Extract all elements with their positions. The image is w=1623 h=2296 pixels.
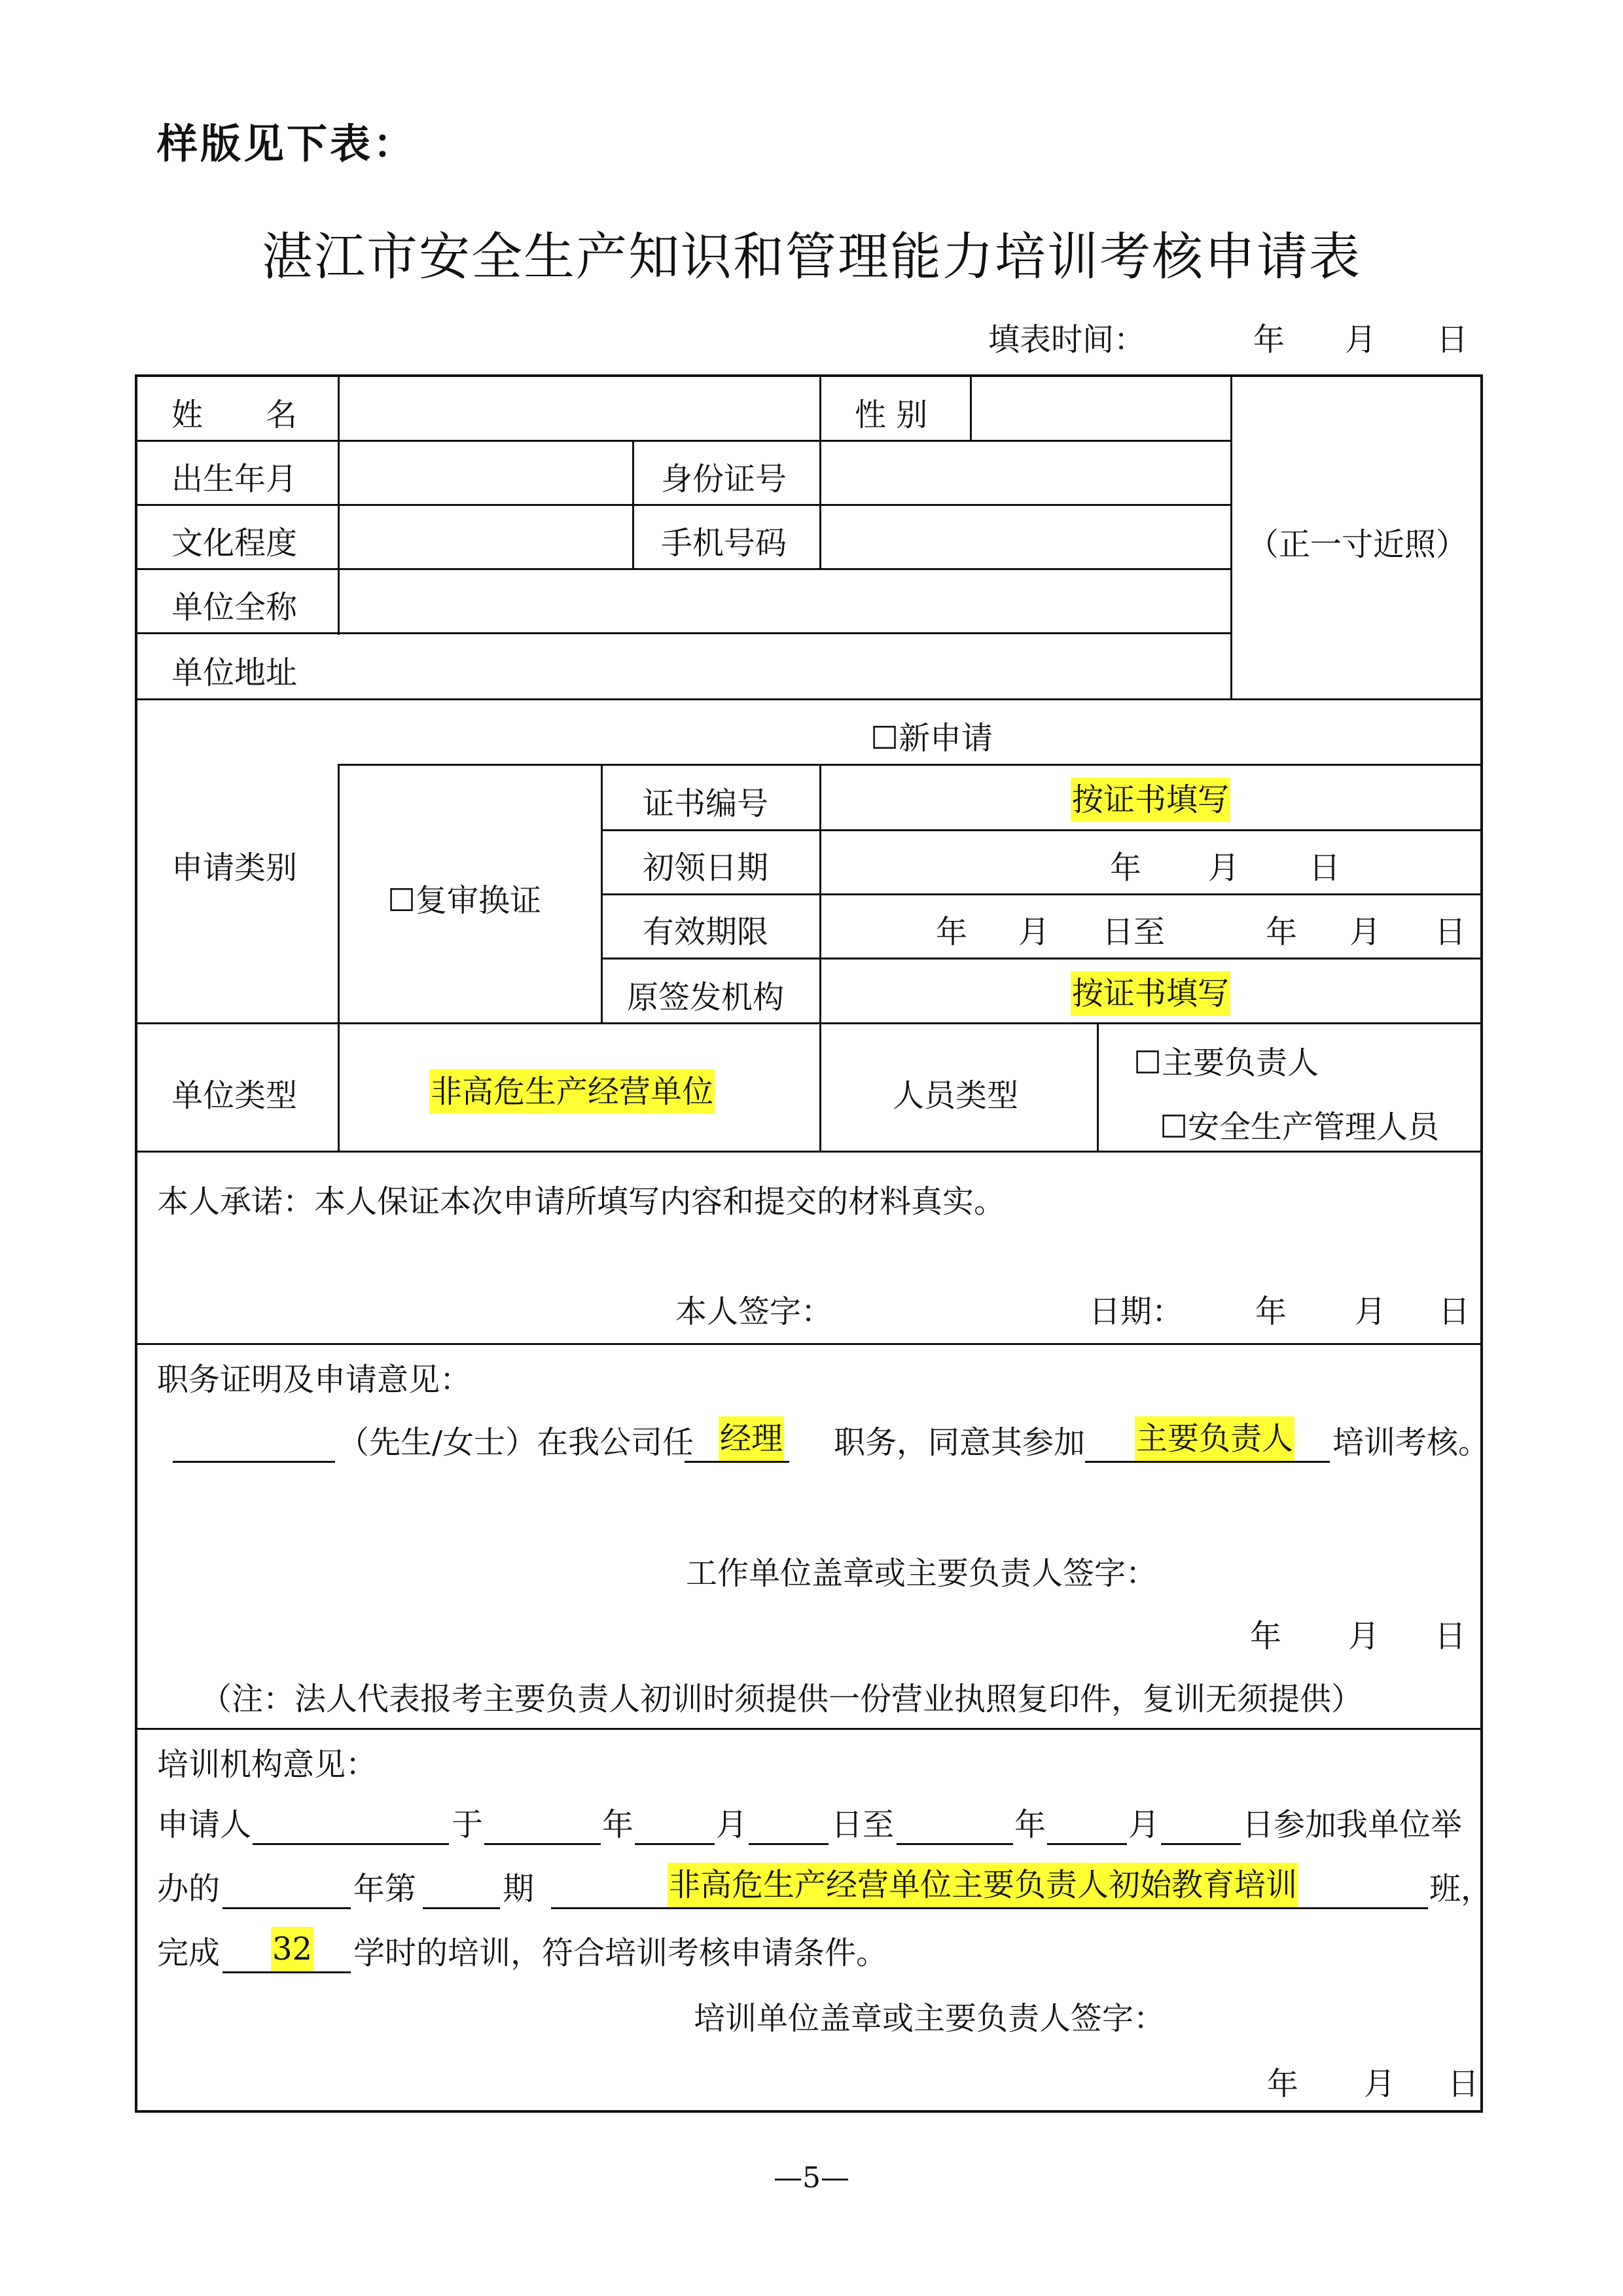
name-label: 姓 名 bbox=[171, 397, 298, 433]
form-title: 湛江市安全生产知识和管理能力培训考核申请表 bbox=[261, 228, 1361, 287]
training-day: 日 bbox=[1448, 2066, 1480, 2102]
hours-blank-line bbox=[223, 1971, 351, 1973]
pledge-text: 本人承诺：本人保证本次申请所填写内容和提交的材料真实。 bbox=[157, 1183, 1006, 1220]
gender-label: 性 别 bbox=[855, 397, 928, 433]
company-address-label: 单位地址 bbox=[171, 655, 298, 691]
training-hours: 32 bbox=[271, 1933, 313, 1965]
training-held: 办的 bbox=[157, 1871, 221, 1907]
id-number-label: 身份证号 bbox=[661, 461, 787, 497]
pledge-month: 月 bbox=[1355, 1293, 1387, 1330]
session-year-blank-line bbox=[223, 1907, 351, 1909]
manager-checkbox[interactable]: ☐安全生产管理人员 bbox=[1160, 1109, 1440, 1145]
row-line bbox=[135, 698, 1483, 700]
validity-start-month: 月 bbox=[1018, 914, 1050, 950]
col-line bbox=[819, 374, 821, 440]
duty-training-type: 主要负责人 bbox=[1135, 1423, 1294, 1454]
session-no-blank-line bbox=[423, 1907, 500, 1909]
row-line bbox=[601, 958, 1483, 960]
first-date-year: 年 bbox=[1110, 850, 1142, 886]
training-complete: 完成 bbox=[157, 1935, 221, 1971]
duty-text-1: （先生/女士）在我公司任 bbox=[338, 1424, 694, 1461]
row-line bbox=[338, 764, 1483, 766]
duty-year: 年 bbox=[1250, 1618, 1282, 1655]
unit-type-label: 单位类型 bbox=[171, 1077, 298, 1114]
training-month: 月 bbox=[1364, 2066, 1396, 2102]
row-line bbox=[135, 1022, 1483, 1024]
training-type-blank-line bbox=[1085, 1461, 1330, 1463]
first-date-day: 日 bbox=[1309, 850, 1341, 886]
unit-type-value: 非高危生产经营单位 bbox=[429, 1076, 715, 1107]
cert-no-label: 证书编号 bbox=[643, 785, 769, 822]
col-line bbox=[601, 764, 603, 1022]
training-period: 期 bbox=[503, 1871, 535, 1907]
course-blank-line bbox=[551, 1907, 1428, 1909]
training-start-year: 年 bbox=[602, 1806, 634, 1843]
education-label: 文化程度 bbox=[171, 525, 298, 562]
principal-checkbox[interactable]: ☐主要负责人 bbox=[1133, 1045, 1319, 1081]
issuer-value: 按证书填写 bbox=[1071, 978, 1230, 1009]
fill-date-month: 月 bbox=[1345, 321, 1377, 358]
pledge-day: 日 bbox=[1438, 1293, 1471, 1330]
intro-text: 样版见下表： bbox=[157, 120, 417, 168]
row-line bbox=[135, 568, 1230, 570]
start-month-blank-line bbox=[635, 1843, 715, 1845]
category-label: 申请类别 bbox=[171, 850, 298, 886]
validity-end-month: 月 bbox=[1349, 914, 1382, 950]
issuer-label: 原签发机构 bbox=[627, 979, 785, 1016]
validity-label: 有效期限 bbox=[643, 914, 769, 950]
validity-start-year: 年 bbox=[936, 914, 968, 950]
row-line bbox=[135, 1151, 1483, 1153]
training-course: 非高危生产经营单位主要负责人初始教育培训 bbox=[668, 1869, 1298, 1901]
fill-date-label: 填表时间： bbox=[988, 321, 1146, 358]
applicant-blank-line bbox=[253, 1843, 449, 1845]
training-at: 于 bbox=[452, 1806, 484, 1843]
duty-text-3: 培训考核。 bbox=[1332, 1424, 1490, 1461]
first-date-month: 月 bbox=[1208, 850, 1240, 886]
duty-day: 日 bbox=[1435, 1618, 1467, 1655]
duty-stamp-label: 工作单位盖章或主要负责人签字： bbox=[686, 1555, 1158, 1592]
validity-end-year: 年 bbox=[1266, 914, 1298, 950]
row-line bbox=[601, 893, 1483, 895]
new-application-checkbox[interactable]: ☐新申请 bbox=[870, 720, 993, 757]
pledge-signature-label: 本人签字： bbox=[675, 1293, 833, 1330]
cert-no-value: 按证书填写 bbox=[1071, 784, 1230, 816]
training-year-no: 年第 bbox=[353, 1871, 417, 1907]
start-year-blank-line bbox=[484, 1843, 601, 1845]
training-class: 班， bbox=[1429, 1871, 1493, 1907]
training-end-month: 月 bbox=[1128, 1806, 1160, 1843]
training-year: 年 bbox=[1267, 2066, 1299, 2102]
training-hours-suffix: 学时的培训，符合培训考核申请条件。 bbox=[353, 1935, 888, 1971]
col-line bbox=[819, 1022, 821, 1151]
fill-date-year: 年 bbox=[1253, 321, 1285, 358]
renewal-checkbox[interactable]: ☐复审换证 bbox=[387, 882, 542, 919]
end-month-blank-line bbox=[1047, 1843, 1127, 1845]
birth-label: 出生年月 bbox=[171, 461, 298, 497]
end-day-blank-line bbox=[1161, 1843, 1241, 1845]
row-line bbox=[601, 829, 1483, 831]
col-line bbox=[970, 374, 972, 440]
training-heading: 培训机构意见： bbox=[157, 1746, 378, 1783]
pledge-date-label: 日期： bbox=[1089, 1293, 1184, 1330]
photo-placeholder: （正一寸近照） bbox=[1247, 526, 1467, 563]
phone-label: 手机号码 bbox=[661, 525, 787, 562]
row-line bbox=[135, 504, 1230, 506]
col-line bbox=[632, 440, 634, 569]
validity-start-day: 日至 bbox=[1102, 914, 1166, 950]
col-line bbox=[819, 764, 821, 1022]
start-day-blank-line bbox=[749, 1843, 829, 1845]
position-blank-line bbox=[685, 1461, 789, 1463]
first-date-label: 初领日期 bbox=[643, 850, 769, 886]
col-line bbox=[338, 764, 340, 1151]
col-line bbox=[819, 440, 821, 569]
col-line bbox=[338, 374, 340, 635]
application-form-table bbox=[135, 374, 1483, 2113]
training-day-to: 日至 bbox=[831, 1806, 895, 1843]
training-start-month: 月 bbox=[716, 1806, 748, 1843]
fill-date-day: 日 bbox=[1436, 321, 1469, 358]
page-number: —5— bbox=[774, 2161, 849, 2195]
duty-month: 月 bbox=[1348, 1618, 1380, 1655]
duty-heading: 职务证明及申请意见： bbox=[157, 1361, 472, 1398]
col-line bbox=[1097, 1022, 1099, 1151]
validity-end-day: 日 bbox=[1435, 914, 1467, 950]
pledge-year: 年 bbox=[1255, 1293, 1287, 1330]
row-line bbox=[135, 440, 1230, 442]
training-stamp-label: 培训单位盖章或主要负责人签字： bbox=[694, 2000, 1166, 2037]
end-year-blank-line bbox=[897, 1843, 1013, 1845]
person-type-label: 人员类型 bbox=[893, 1077, 1019, 1114]
duty-text-2: 职务，同意其参加 bbox=[834, 1424, 1086, 1461]
duty-position: 经理 bbox=[719, 1423, 784, 1454]
company-name-label: 单位全称 bbox=[171, 589, 298, 626]
row-line bbox=[135, 1343, 1483, 1345]
name-blank-line bbox=[173, 1461, 335, 1463]
training-day-join: 日参加我单位举 bbox=[1242, 1806, 1463, 1843]
duty-note: （注：法人代表报考主要负责人初训时须提供一份营业执照复印件，复训无须提供） bbox=[200, 1681, 1363, 1717]
training-end-year: 年 bbox=[1014, 1806, 1046, 1843]
row-line bbox=[135, 632, 1230, 634]
training-applicant: 申请人 bbox=[157, 1806, 252, 1843]
row-line bbox=[135, 1728, 1483, 1730]
